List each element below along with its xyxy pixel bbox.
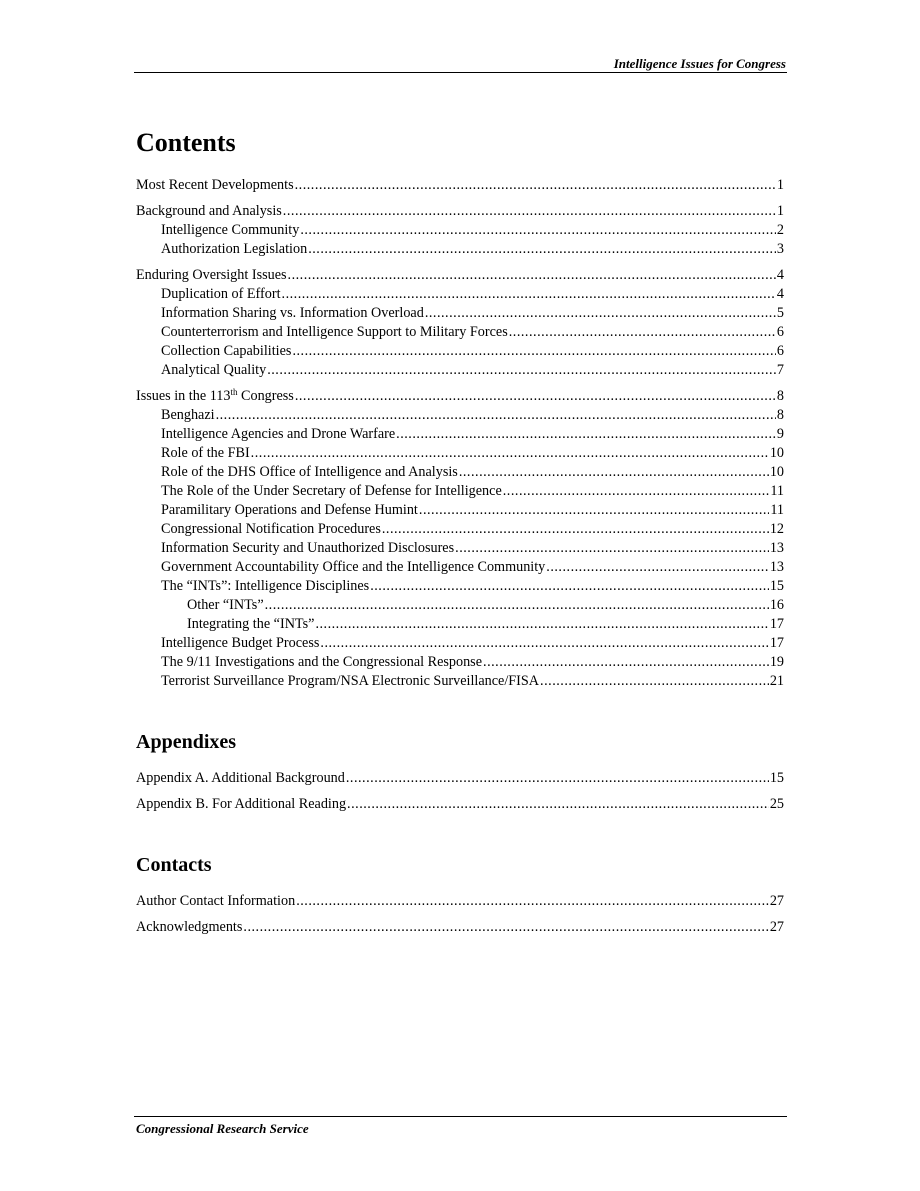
toc-entry-label: Intelligence Community — [161, 222, 300, 238]
toc-entry-label: Congressional Notification Procedures — [161, 521, 381, 537]
toc-entry-label: Appendix A. Additional Background — [136, 770, 345, 786]
toc-entry-page: 9 — [776, 426, 784, 442]
toc-entry[interactable] — [136, 425, 784, 444]
toc-entry-label: Information Security and Unauthorized Disclosures — [161, 540, 455, 556]
toc-entry-page: 7 — [776, 362, 784, 378]
toc-entry[interactable] — [136, 240, 784, 259]
toc-entry-label: The Role of the Under Secretary of Defense for Intelligence — [161, 483, 502, 499]
toc-entry-label: Enduring Oversight Issues — [136, 267, 287, 283]
toc-entry-page: 1 — [776, 177, 784, 193]
toc-leader-dots — [243, 918, 768, 937]
header-rule — [134, 72, 787, 73]
toc-entry-label: Intelligence Budget Process — [161, 635, 320, 651]
toc-leader-dots — [308, 240, 776, 259]
toc-entry-label: Terrorist Surveillance Program/NSA Electronic Surveillance/FISA — [161, 673, 540, 689]
toc-leader-dots — [315, 615, 768, 634]
contacts-heading: Contacts — [136, 854, 212, 876]
toc-entry-page: 10 — [769, 464, 784, 480]
toc-page-body — [136, 124, 784, 937]
toc-entry[interactable] — [136, 202, 784, 221]
toc-leader-dots — [295, 176, 776, 195]
toc-entry[interactable] — [136, 615, 784, 634]
toc-entry-label-pre: Issues in the 113 — [136, 388, 231, 404]
toc-leader-dots — [483, 653, 769, 672]
toc-entry[interactable] — [136, 634, 784, 653]
toc-leader-dots — [265, 596, 769, 615]
toc-leader-dots — [503, 482, 770, 501]
toc-entry-page: 8 — [776, 388, 784, 404]
toc-entry[interactable] — [136, 596, 784, 615]
toc-entry-label: Benghazi — [161, 407, 215, 423]
toc-leader-dots — [347, 795, 769, 814]
toc-entry-label: Authorization Legislation — [161, 241, 308, 257]
toc-leader-dots — [370, 577, 769, 596]
toc-entry-page: 11 — [770, 483, 784, 499]
toc-entry-label: Most Recent Developments — [136, 177, 294, 193]
toc-entry[interactable] — [136, 672, 784, 691]
toc-entry-page: 13 — [769, 559, 784, 575]
toc-leader-dots — [296, 892, 769, 911]
toc-leader-dots — [546, 558, 769, 577]
toc-entry-page: 17 — [769, 616, 784, 632]
toc-entry[interactable] — [136, 539, 784, 558]
toc-entry[interactable] — [136, 342, 784, 361]
contacts-list — [136, 892, 784, 937]
toc-entry[interactable] — [136, 304, 784, 323]
toc-entry-page: 15 — [769, 770, 784, 786]
toc-entry[interactable] — [136, 558, 784, 577]
appendixes-section — [136, 727, 784, 814]
running-footer-title: Congressional Research Service — [136, 1121, 309, 1136]
toc-entry-page: 4 — [776, 267, 784, 283]
contents-heading: Contents — [136, 128, 236, 157]
toc-leader-dots — [425, 304, 776, 323]
toc-entry-page: 21 — [769, 673, 784, 689]
toc-entry[interactable] — [136, 444, 784, 463]
toc-leader-dots — [382, 520, 769, 539]
toc-entry[interactable] — [136, 795, 784, 814]
toc-entry[interactable] — [136, 361, 784, 380]
toc-entry[interactable] — [136, 463, 784, 482]
toc-entry-label-post: Congress — [237, 388, 294, 404]
toc-entry-label: Author Contact Information — [136, 893, 296, 909]
toc-entry-label: Information Sharing vs. Information Overload — [161, 305, 424, 321]
toc-entry-page: 16 — [769, 597, 784, 613]
toc-entry-page: 17 — [769, 635, 784, 651]
toc-entry-page: 2 — [776, 222, 784, 238]
contacts-section — [136, 850, 784, 937]
contents-list — [136, 176, 784, 691]
toc-leader-dots — [419, 501, 769, 520]
toc-entry-page: 8 — [776, 407, 784, 423]
toc-entry-page: 6 — [776, 343, 784, 359]
toc-entry-label: The “INTs”: Intelligence Disciplines — [161, 578, 370, 594]
toc-entry[interactable] — [136, 892, 784, 911]
toc-leader-dots — [540, 672, 769, 691]
toc-entry-page: 4 — [776, 286, 784, 302]
toc-entry[interactable] — [136, 653, 784, 672]
toc-entry-label: Government Accountability Office and the Intelligence Community — [161, 559, 546, 575]
toc-leader-dots — [282, 285, 776, 304]
toc-leader-dots — [283, 202, 776, 221]
toc-entry-label: Paramilitary Operations and Defense Humint — [161, 502, 418, 518]
toc-leader-dots — [292, 342, 775, 361]
toc-entry-label: Analytical Quality — [161, 362, 267, 378]
toc-leader-dots — [216, 406, 776, 425]
toc-entry-page: 12 — [769, 521, 784, 537]
toc-entry-label: Collection Capabilities — [161, 343, 292, 359]
toc-leader-dots — [300, 221, 776, 240]
toc-entry[interactable] — [136, 520, 784, 539]
toc-leader-dots — [320, 634, 768, 653]
toc-entry-page: 13 — [769, 540, 784, 556]
toc-entry-page: 1 — [776, 203, 784, 219]
toc-entry-label: Appendix B. For Additional Reading — [136, 796, 347, 812]
toc-entry[interactable] — [136, 176, 784, 195]
toc-leader-dots — [295, 387, 776, 406]
toc-entry[interactable] — [136, 323, 784, 342]
toc-entry-page: 5 — [776, 305, 784, 321]
toc-entry[interactable] — [136, 918, 784, 937]
toc-entry-label: Intelligence Agencies and Drone Warfare — [161, 426, 396, 442]
appendixes-list — [136, 769, 784, 814]
toc-entry-page: 3 — [776, 241, 784, 257]
toc-entry[interactable] — [136, 285, 784, 304]
toc-entry-page: 6 — [776, 324, 784, 340]
toc-leader-dots — [288, 266, 776, 285]
toc-entry-page: 25 — [769, 796, 784, 812]
toc-entry-page: 15 — [769, 578, 784, 594]
toc-entry[interactable] — [136, 266, 784, 285]
toc-entry[interactable] — [136, 482, 784, 501]
running-header-title: Intelligence Issues for Congress — [613, 56, 786, 71]
toc-entry-label: Integrating the “INTs” — [187, 616, 315, 632]
toc-leader-dots — [509, 323, 776, 342]
toc-leader-dots — [396, 425, 776, 444]
toc-entry-page: 27 — [769, 919, 784, 935]
toc-entry-label: The 9/11 Investigations and the Congressional Response — [161, 654, 483, 670]
toc-entry-label: Role of the FBI — [161, 445, 250, 461]
toc-entry-label: Other “INTs” — [187, 597, 264, 613]
toc-leader-dots — [251, 444, 769, 463]
toc-entry[interactable] — [136, 501, 784, 520]
toc-leader-dots — [459, 463, 769, 482]
footer-rule — [134, 1116, 787, 1117]
toc-entry-label: Duplication of Effort — [161, 286, 281, 302]
toc-entry-label: Counterterrorism and Intelligence Support to Military Forces — [161, 324, 508, 340]
ordinal-superscript: th — [230, 387, 238, 397]
toc-entry[interactable] — [136, 221, 784, 240]
appendixes-heading: Appendixes — [136, 731, 237, 753]
toc-entry-page: 27 — [769, 893, 784, 909]
toc-entry[interactable] — [136, 387, 784, 406]
toc-entry-label: Acknowledgments — [136, 919, 243, 935]
toc-entry-page: 11 — [770, 502, 784, 518]
toc-entry-page: 10 — [769, 445, 784, 461]
toc-entry-label: Background and Analysis — [136, 203, 282, 219]
toc-entry-label: Role of the DHS Office of Intelligence and Analysis — [161, 464, 458, 480]
toc-entry-page: 19 — [769, 654, 784, 670]
toc-entry[interactable] — [136, 406, 784, 425]
toc-leader-dots — [455, 539, 769, 558]
toc-entry[interactable] — [136, 577, 784, 596]
toc-entry[interactable] — [136, 769, 784, 788]
toc-entry-label — [136, 387, 294, 406]
toc-leader-dots — [346, 769, 769, 788]
toc-leader-dots — [267, 361, 776, 380]
